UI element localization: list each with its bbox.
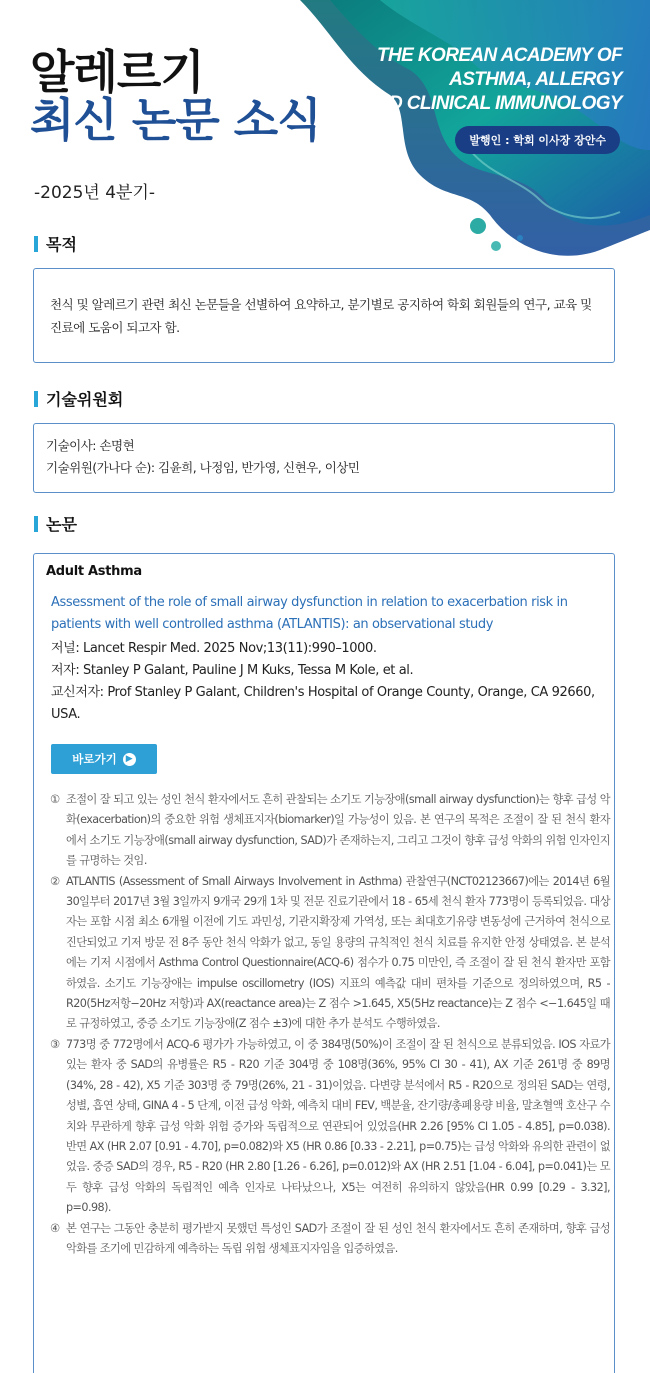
summary-item-text: 본 연구는 그동안 충분히 평가받지 못했던 특성인 SAD가 조절이 잘 된 성인 천식 환자에서도 흔히 존재하며, 향후 급성 악화를 조기에 민감하게 예측하는 독립 위험 생체표지자임을 입증하였음.: [66, 1221, 610, 1255]
org-line2: ASTHMA, ALLERGY: [449, 69, 622, 90]
section-papers-title: 논문: [46, 515, 77, 534]
section-bar-icon: [34, 236, 38, 252]
summary-item-text: 조절이 잘 되고 있는 성인 천식 환자에서도 흔히 관찰되는 소기도 기능장애(small airway dysfunction)는 향후 급성 악화(exacerbation)의 중요한 위험 생체표지자(biomarker)일 가능성이 있음. 본 연구의 목적은 조절이 잘 된 천식 환자에서 소기도 기능장애(small airway dysfunction, SAD)가 존재하는지, 그리고 그것이 향후 급성 악화의 위험 인자인지를 규명하는 것임.: [66, 793, 610, 868]
paper-summary: [50, 790, 610, 1259]
organization-name: [363, 44, 622, 116]
committee-director: 기술이사: 손명현: [46, 438, 135, 453]
committee-text: [34, 424, 614, 479]
paper-authors: 저자: Stanley P Galant, Pauline J M Kuks, Tessa M Kole, et al.: [51, 663, 414, 678]
summary-item-text: 773명 중 772명에서 ACQ-6 평가가 가능하였고, 이 중 384명(50%)이 조절이 잘 된 천식으로 분류되었음. IOS 자료가 있는 환자 중 SAD의 유병률은 R5 - R20 기준 304명 중 108명(36%, 95% CI 30 - 41), AX 기준 261명 중 89명(34%, 28 - 42), X5 기준 303명 중 79명(26%, 21 - 31)이었음. 다변량 분석에서 R5 - R20으로 정의된 SAD는 연령, 성별, 흡연 상태, GINA 4 - 5 단계, 이전 급성 악화, 예측치 대비 FEV, 백분율, 잔기량/총폐용량 비율, 말초혈액 호산구 수치와 무관하게 향후 급성 악화 위험 증가와 독립적으로 연관되어 있었음(HR 2.26 [95% CI 1.05 - 4.85], p=0.038). 반면 AX (HR 2.07 [0.91 - 4.70], p=0.082)와 X5 (HR 0.86 [0.33 - 2.21], p=0.75)는 급성 악화와 유의한 관련이 없었음. 중증 SAD의 경우, R5 - R20 (HR 2.80 [1.26 - 6.26], p=0.012)와 AX (HR 2.51 [1.04 - 6.04], p=0.041)는 모두 향후 급성 악화의 독립적인 예측 인자로 나타났으나, X5는 여전히 유의하지 않았음(HR 0.99 [0.29 - 3.32], p=0.98).: [66, 1037, 610, 1215]
summary-item-number: ②: [50, 874, 60, 888]
section-purpose-title: 목적: [46, 235, 77, 254]
section-committee-title: 기술위원회: [46, 390, 124, 409]
section-bar-icon: [34, 516, 38, 532]
summary-item: [50, 1035, 610, 1219]
summary-item-number: ③: [50, 1037, 60, 1051]
purpose-box: [33, 268, 615, 363]
paper-corresponding: 교신저자: Prof Stanley P Galant, Children's Hospital of Orange County, Orange, CA 92660, USA.: [51, 685, 595, 722]
page-title-line2: 최신 논문 소식: [30, 93, 321, 147]
paper-card: [33, 553, 615, 1373]
summary-item: [50, 872, 610, 1035]
org-line1: THE KOREAN ACADEMY OF: [377, 45, 622, 66]
paper-journal: 저널: Lancet Respir Med. 2025 Nov;13(11):990–1000.: [51, 641, 377, 656]
committee-box: [33, 423, 615, 493]
section-bar-icon: [34, 391, 38, 407]
summary-item: [50, 1219, 610, 1260]
summary-item-text: ATLANTIS (Assessment of Small Airways Involvement in Asthma) 관찰연구(NCT02123667)에는 2014년 6월 30일부터 2017년 3월 3일까지 9개국 29개 1차 및 전문 진료기관에서 18 - 65세 천식 환자 773명이 등록되었음. 대상자는 포함 시점 최소 6개월 이전에 기도 과민성, 기관지확장제 가역성, 또는 최대호기유량 변동성에 근거하여 천식으로 진단되었고 기저 방문 전 8주 동안 천식 악화가 없고, 동일 용량의 규칙적인 천식 치료를 유지한 안정 상태였음. 본 분석에는 기저 시점에서 Asthma Control Questionnaire(ACQ-6) 점수가 0.75 미만인, 즉 조절이 잘 된 천식 환자만 포함하였음. 소기도 기능장애는 impulse oscillometry (IOS) 지표의 예측값 대비 편차를 기준으로 정의하였으며, R5 - R20(5Hz저항−20Hz 저항)과 AX(reactance area)는 Z 점수 >1.645, X5(5Hz reactance)는 Z 점수 <−1.645일 때로 규정하였고, 중증 소기도 기능장애(Z 점수 ±3)에 대한 추가 분석도 수행하였음.: [66, 874, 610, 1031]
page-title-line1: 알레르기: [30, 45, 204, 99]
publisher-badge: 발행인 : 학회 이사장 장안수: [455, 126, 620, 154]
org-line3: AND CLINICAL IMMUNOLOGY: [362, 93, 622, 114]
section-committee-heading: [34, 387, 123, 410]
paper-category: Adult Asthma: [46, 564, 142, 579]
summary-item-number: ④: [50, 1221, 60, 1235]
committee-members: 기술위원(가나다 순): 김윤희, 나정임, 반가영, 신현우, 이상민: [46, 460, 360, 475]
quarter-label: -2025년 4분기-: [34, 183, 156, 203]
section-purpose-heading: [34, 232, 77, 255]
summary-item-number: ①: [50, 793, 60, 806]
purpose-text: 천식 및 알레르기 관련 최신 논문들을 선별하여 요약하고, 분기별로 공지하여 학회 회원들의 연구, 교육 및 진료에 도움이 되고자 함.: [50, 297, 592, 335]
goto-button-label: 바로가기: [72, 752, 117, 766]
paper-title-link[interactable]: Assessment of the role of small airway dysfunction in relation to exacerbation risk in patients with well controlled asthma (ATLANTIS): an observational study: [51, 595, 568, 632]
section-papers-heading: [34, 512, 77, 535]
summary-item: [50, 790, 610, 872]
goto-button[interactable]: [51, 744, 157, 774]
arrow-right-circle-icon: ▶: [123, 753, 136, 766]
